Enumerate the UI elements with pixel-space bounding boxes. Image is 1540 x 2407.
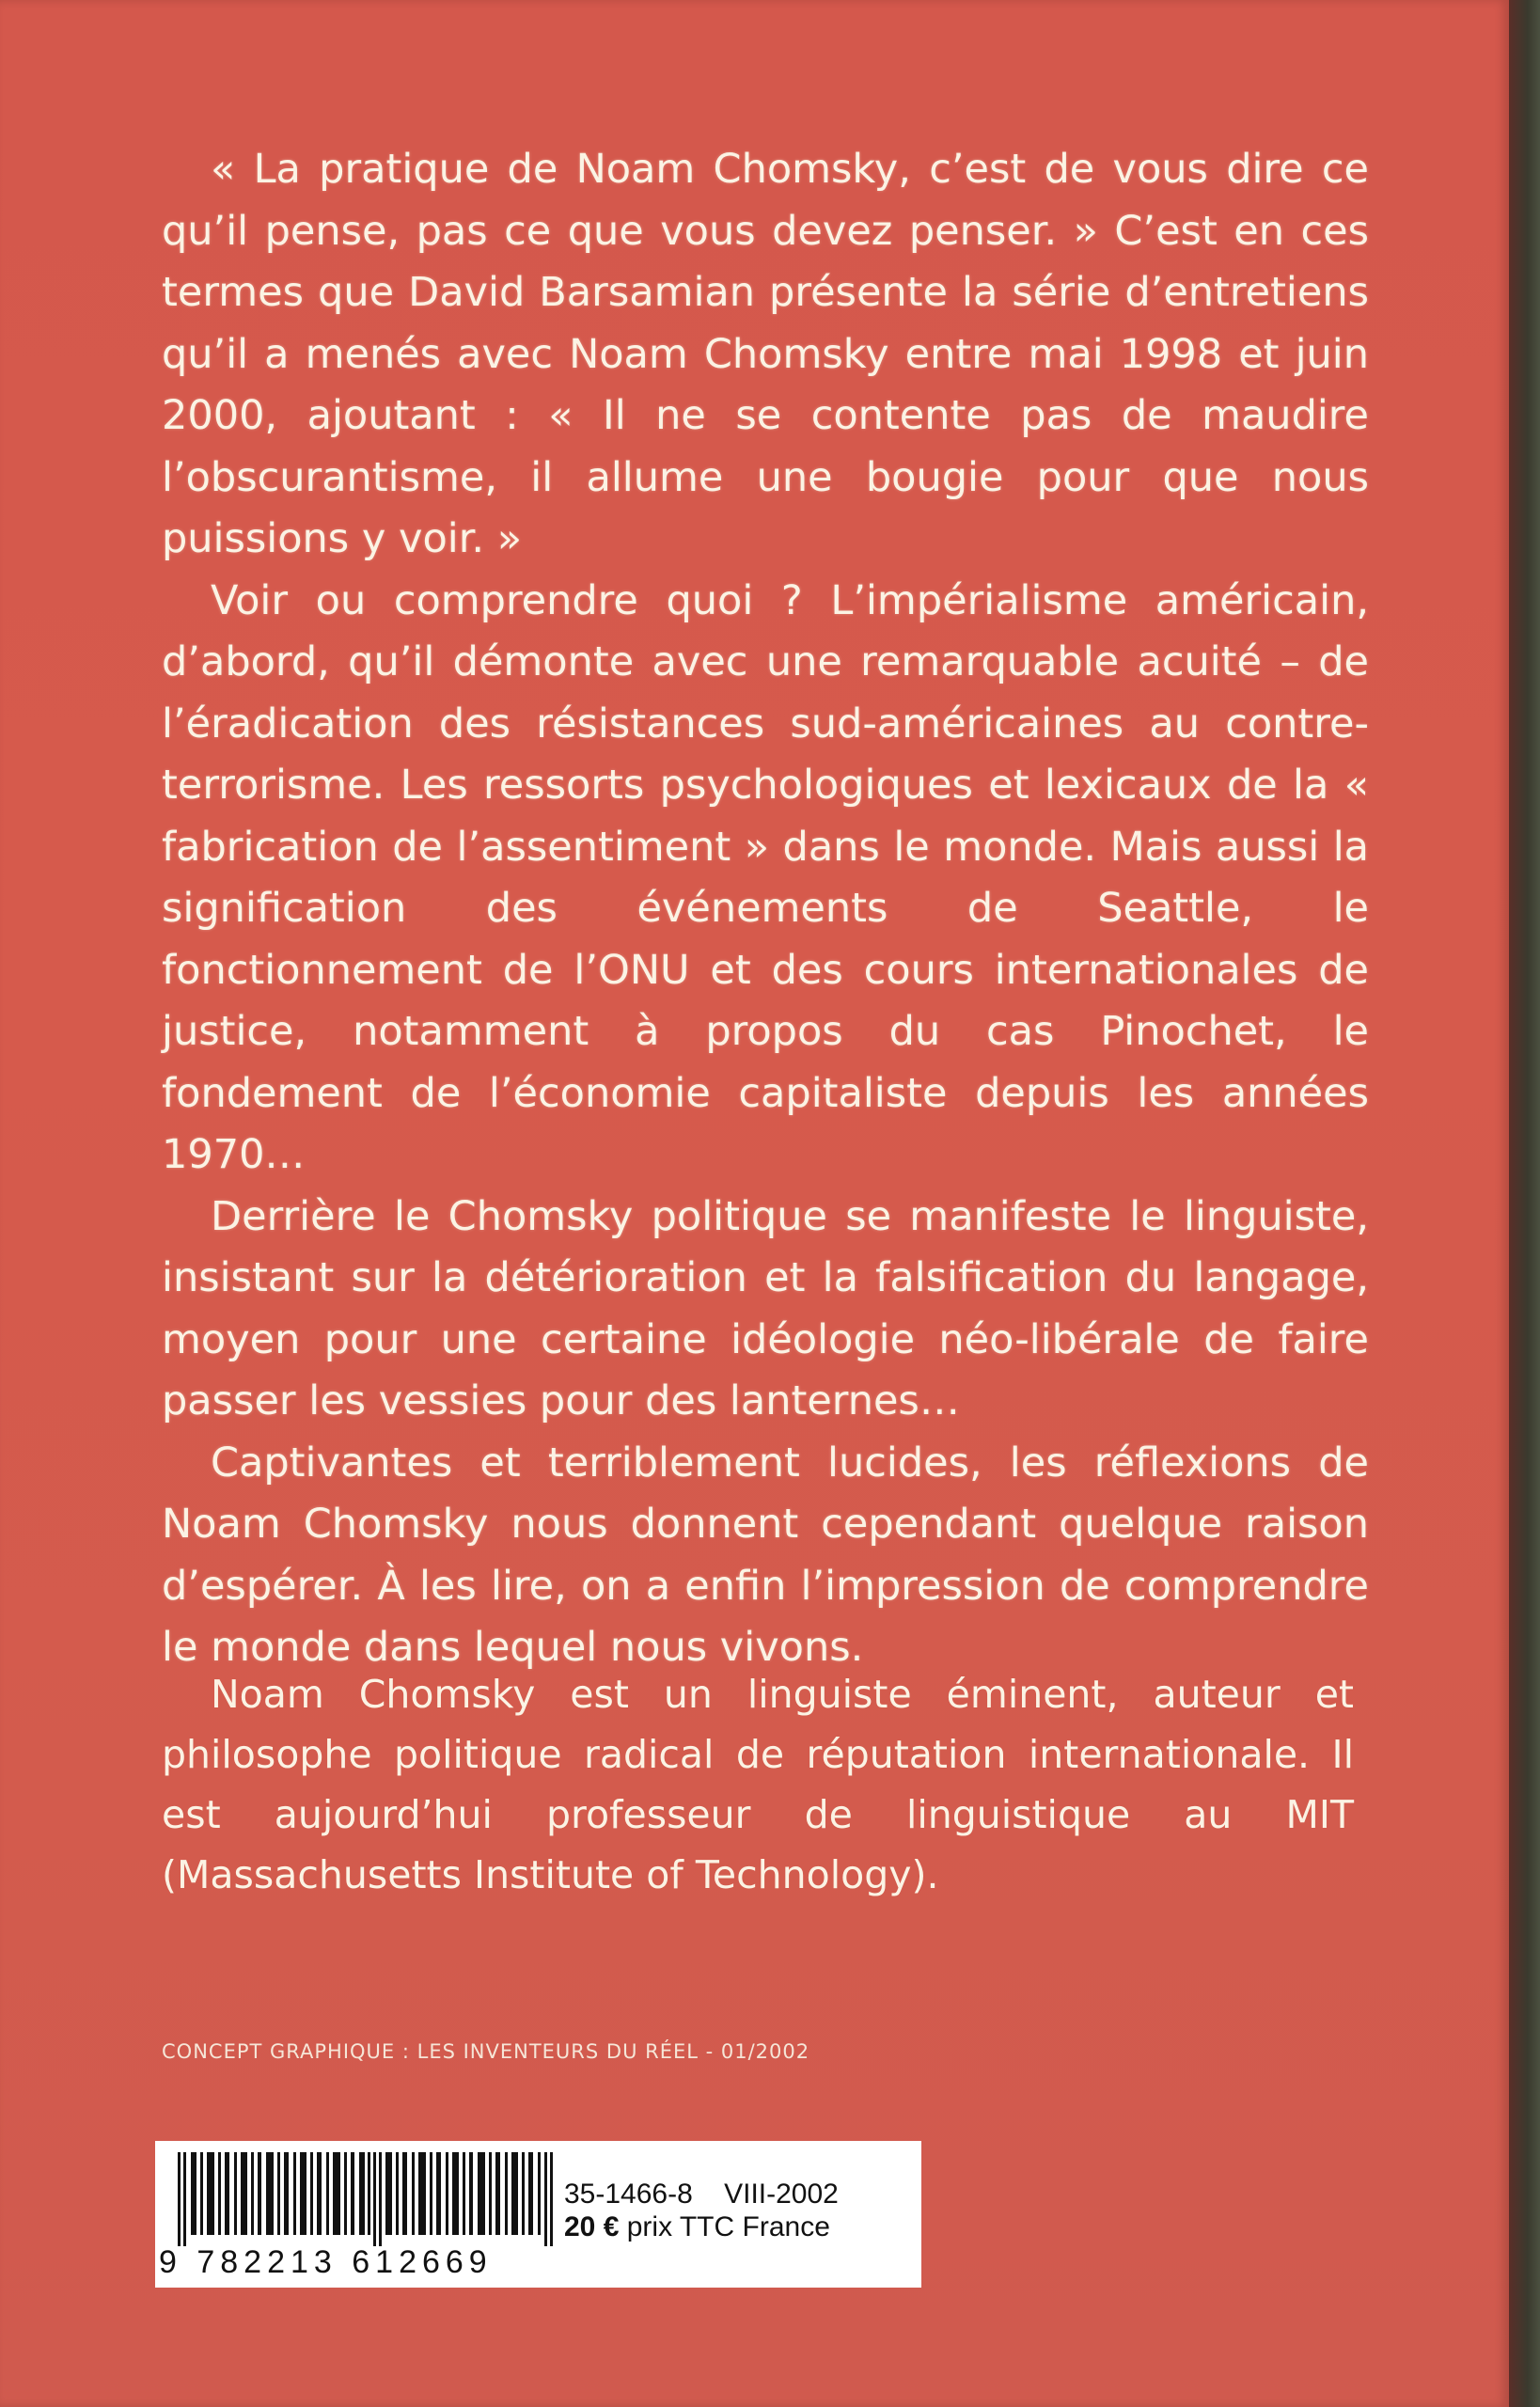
author-bio — [162, 1664, 1354, 1905]
author-bio-paragraph: Noam Chomsky est un linguiste éminent, auteur et philosophe politique radical de réputation internationale. Il est aujourd’hui professeur de linguistique au MIT (Massachusetts Institute of Technology). — [162, 1672, 1354, 1897]
blurb-paragraph-3: Derrière le Chomsky politique se manifeste le linguiste, insistant sur la détérioration et la falsification du langage, moyen pour une certaine idéologie néo-libérale de faire passer les vessies pour des lanternes… — [162, 1192, 1369, 1424]
price-value: 20 € — [564, 2211, 620, 2242]
book-edge — [1509, 0, 1540, 2407]
graphic-credit: CONCEPT GRAPHIQUE : LES INVENTEURS DU RÉEL - 01/2002 — [162, 2040, 810, 2063]
reference-code: 35-1466-8 VIII-2002 — [564, 2179, 839, 2210]
barcode-label — [155, 2141, 921, 2288]
barcode-digits: 9 782213 612669 — [159, 2244, 493, 2280]
blurb-paragraph-4: Captivantes et terriblement lucides, les réflexions de Noam Chomsky nous donnent cependant quelque raison d’espérer. À les lire, on a enfin l’impression de comprendre le monde dans lequel nous vivons. — [162, 1439, 1369, 1671]
blurb-text — [162, 139, 1369, 1679]
blurb-paragraph-2: Voir ou comprendre quoi ? L’impérialisme américain, d’abord, qu’il démonte avec une remarquable acuité – de l’éradication des résistances sud-américaines au contre-terrorisme. Les ressorts psychologiques et lexicaux de la « fabrication de l’assentiment » dans le monde. Mais aussi la signification des événements de Seattle, le fonctionnement de l’ONU et des cours internationales de justice, notamment à propos du cas Pinochet, le fondement de l’économie capitaliste depuis les années 1970… — [162, 576, 1369, 1178]
price-line — [564, 2211, 830, 2243]
blurb-paragraph-1: « La pratique de Noam Chomsky, c’est de vous dire ce qu’il pense, pas ce que vous devez penser. » C’est en ces termes que David Barsamian présente la série d’entretiens qu’il a menés avec Noam Chomsky entre mai 1998 et juin 2000, ajoutant : « Il ne se contente pas de maudire l’obscurantisme, il allume une bougie pour que nous puissions y voir. » — [162, 146, 1369, 562]
price-suffix: prix TTC France — [619, 2211, 830, 2242]
